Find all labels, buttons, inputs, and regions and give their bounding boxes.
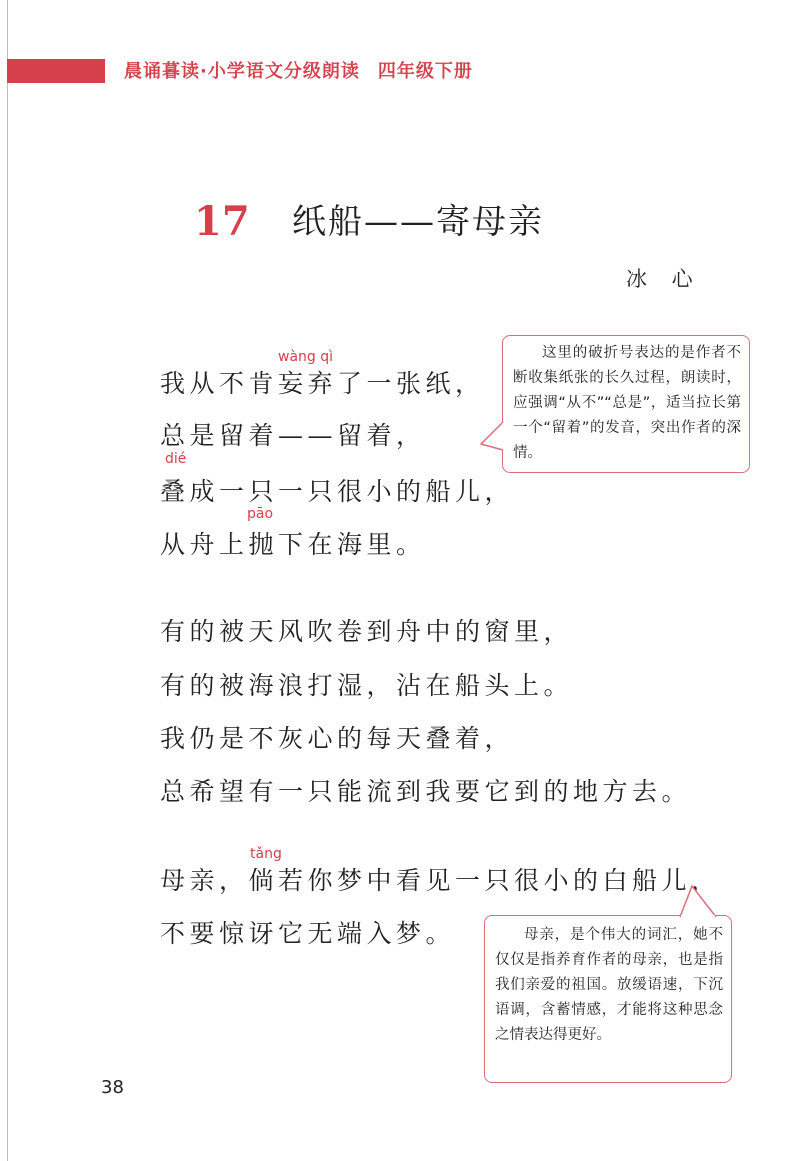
series-title: 晨诵暮读·小学语文分级朗读: [124, 61, 360, 82]
poem-line: 总是留着——留着，: [160, 421, 426, 450]
page-number: 38: [101, 1077, 124, 1098]
reading-tip-callout: [484, 915, 732, 1083]
poem-line: 母亲，倘若你梦中看见一只很小的白船儿，: [160, 866, 721, 895]
poem-line: 有的被海浪打湿，沾在船头上。: [160, 671, 574, 700]
pinyin-wangqi: wàng qì: [278, 349, 334, 365]
pinyin-die: dié: [165, 451, 187, 467]
poem-line: 我仍是不灰心的每天叠着，: [160, 724, 515, 753]
pinyin-pao: pāo: [247, 506, 274, 522]
callout-pointer: [478, 420, 508, 460]
pinyin-tang: tǎng: [250, 846, 282, 862]
running-header: [124, 59, 473, 85]
reading-tip-text: 母亲，是个伟大的词汇，她不仅仅是指养育作者的母亲，也是指我们亲爱的祖国。放缓语速，下沉语调，含蓄情感，才能将这种思念之情表达得更好。: [495, 927, 723, 1043]
poem-line: 我从不肯妄弃了一张纸，: [160, 369, 485, 398]
author-name: 冰 心: [626, 267, 702, 291]
poem-line: 不要惊讶它无端入梦。: [160, 919, 456, 948]
reading-tip-text: 这里的破折号表达的是作者不断收集纸张的长久过程，朗读时，应强调“从不”“总是”，适当拉长第一个“留着”的发音，突出作者的深情。: [513, 345, 741, 461]
lesson-title: 纸船——寄母亲: [292, 202, 544, 242]
reading-tip-callout: [502, 335, 750, 473]
grade-label: 四年级下册: [377, 61, 473, 82]
poem-line: 从舟上抛下在海里。: [160, 530, 426, 559]
poem-line: 有的被天风吹卷到舟中的窗里，: [160, 617, 574, 646]
callout-pointer: [676, 882, 726, 918]
header-color-bar: [7, 59, 105, 83]
poem-line: 叠成一只一只很小的船儿，: [160, 477, 515, 506]
poem-line: 总希望有一只能流到我要它到的地方去。: [160, 777, 692, 806]
page-edge-line: [7, 0, 8, 1161]
lesson-number: 17: [194, 198, 250, 245]
